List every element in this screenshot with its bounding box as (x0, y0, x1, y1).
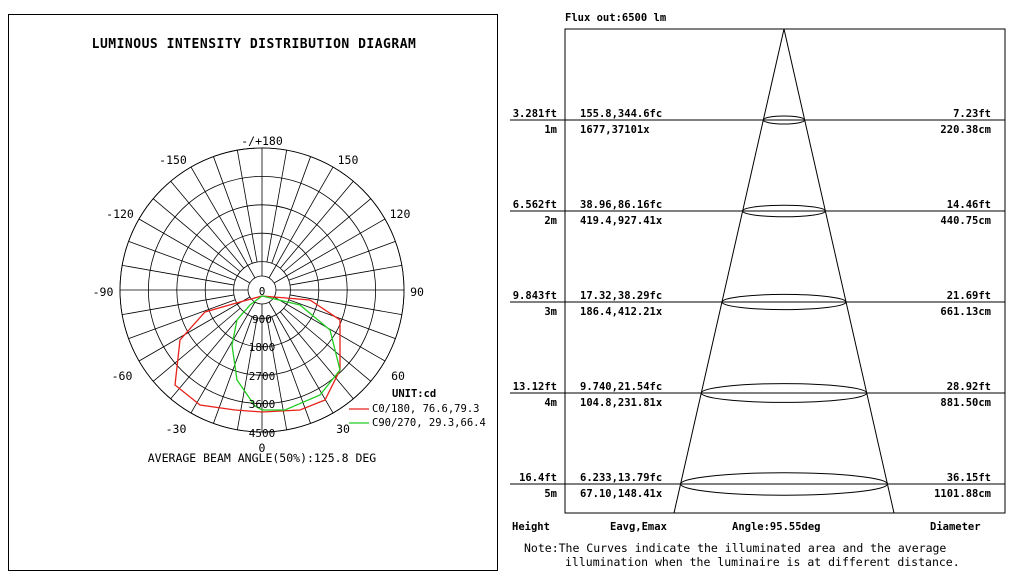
grid-spoke (280, 312, 353, 399)
row-lx: 104.8,231.81x (580, 397, 663, 409)
grid-spoke (213, 157, 252, 264)
row-dia-ft: 14.46ft (946, 199, 991, 211)
row-height-ft: 9.843ft (512, 290, 557, 302)
row-dia-ft: 36.15ft (946, 472, 991, 484)
grid-spoke (122, 295, 234, 315)
row-fc: 155.8,344.6fc (580, 108, 663, 120)
cone-edge-left (674, 29, 784, 513)
row-dia-cm: 440.75cm (940, 215, 991, 227)
row-height-m: 1m (544, 124, 557, 136)
cone-frame (565, 29, 1005, 513)
polar-title: LUMINOUS INTENSITY DISTRIBUTION DIAGRAM (91, 37, 417, 52)
flux-label: Flux out:6500 lm (565, 12, 667, 24)
angle-label-60: 60 (391, 369, 405, 383)
angle-label-neg30: -30 (165, 422, 187, 436)
grid-spoke (122, 265, 234, 285)
row-lx: 1677,37101x (580, 124, 650, 136)
radial-label-900: 900 (252, 313, 272, 326)
grid-spoke (237, 150, 257, 262)
legend-label-c0: C0/180, 76.6,79.3 (372, 403, 480, 415)
cone-edge-right (784, 29, 894, 513)
row-height-ft: 6.562ft (512, 199, 557, 211)
row-dia-ft: 21.69ft (946, 290, 991, 302)
angle-label-neg120: -120 (106, 207, 134, 221)
row-lx: 186.4,412.21x (580, 306, 663, 318)
footer-angle: Angle:95.55deg (732, 521, 821, 533)
radial-label-1800: 1800 (248, 341, 276, 354)
footer-eavg: Eavg,Emax (610, 521, 667, 533)
row-height-ft: 3.281ft (512, 108, 557, 120)
radial-label-2700: 2700 (248, 370, 276, 383)
beam-angle-label: AVERAGE BEAM ANGLE(50%):125.8 DEG (147, 451, 377, 465)
row-dia-cm: 661.13cm (940, 306, 991, 318)
unit-label: UNIT:cd (392, 388, 437, 400)
legend-label-c90: C90/270, 29.3,66.4 (372, 417, 486, 429)
grid-spoke (129, 241, 236, 280)
grid-spoke (153, 308, 240, 381)
grid-spoke (171, 181, 244, 268)
footer-height: Height (512, 521, 550, 533)
row-dia-cm: 220.38cm (940, 124, 991, 136)
grid-spoke (129, 300, 236, 339)
angle-label-180: -/+180 (241, 134, 283, 148)
angle-label-neg150: -150 (159, 153, 187, 167)
row-dia-ft: 7.23ft (953, 108, 991, 120)
grid-spoke (280, 181, 353, 268)
row-dia-cm: 881.50cm (940, 397, 991, 409)
angle-label-neg90: -90 (92, 285, 114, 299)
row-height-ft: 16.4ft (519, 472, 557, 484)
row-fc: 17.32,38.29fc (580, 290, 663, 302)
grid-spoke (290, 295, 402, 315)
grid-spoke (289, 300, 396, 339)
grid-spoke (290, 265, 402, 285)
note-line-2: illumination when the luminaire is at different distance. (565, 555, 960, 569)
row-height-m: 3m (544, 306, 557, 318)
angle-label-neg60: -60 (111, 369, 133, 383)
row-fc: 38.96,86.16fc (580, 199, 663, 211)
radial-label-0: 0 (258, 285, 266, 298)
row-lx: 419.4,927.41x (580, 215, 663, 227)
angle-label-0: 0 (258, 441, 266, 455)
angle-label-30: 30 (336, 422, 350, 436)
angle-label-150: 150 (337, 153, 359, 167)
radial-label-3600: 3600 (248, 398, 276, 411)
row-height-m: 5m (544, 488, 557, 500)
grid-spoke (289, 241, 396, 280)
row-height-ft: 13.12ft (512, 381, 557, 393)
footer-diameter: Diameter (930, 521, 981, 533)
row-height-m: 4m (544, 397, 557, 409)
row-fc: 6.233,13.79fc (580, 472, 663, 484)
row-fc: 9.740,21.54fc (580, 381, 663, 393)
grid-spoke (272, 157, 311, 264)
row-lx: 67.10,148.41x (580, 488, 663, 500)
row-dia-ft: 28.92ft (946, 381, 991, 393)
grid-spoke (284, 199, 371, 272)
grid-spoke (171, 312, 244, 399)
row-height-m: 2m (544, 215, 557, 227)
grid-spoke (284, 308, 371, 381)
radial-label-4500: 4500 (248, 427, 276, 440)
grid-spoke (153, 199, 240, 272)
grid-spoke (267, 150, 287, 262)
angle-label-120: 120 (389, 207, 411, 221)
note-line-1: Note:The Curves indicate the illuminated area and the average (524, 541, 947, 555)
row-dia-cm: 1101.88cm (934, 488, 991, 500)
angle-label-90: 90 (410, 285, 424, 299)
cone-rows (510, 108, 1005, 500)
